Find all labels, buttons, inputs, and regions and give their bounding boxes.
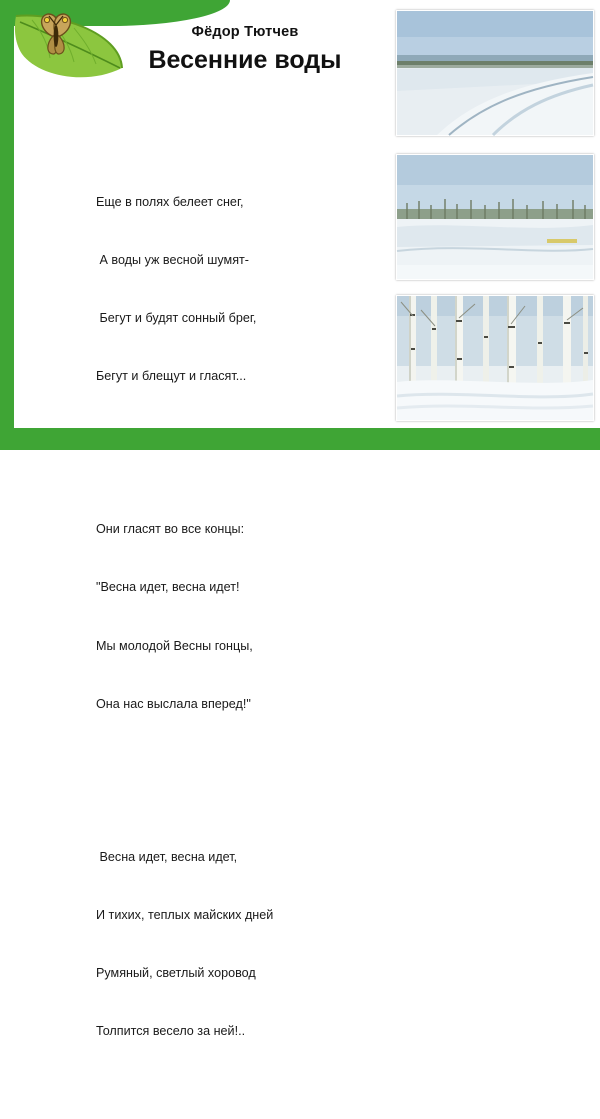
poem-stanza-1	[96, 154, 392, 426]
poem-line: Она нас выслала вперед!"	[96, 696, 251, 711]
poem-line: Толпится весело за ней!..	[96, 1024, 246, 1039]
frame-right-strip	[594, 0, 600, 428]
photo-birch-grove-snow	[396, 295, 594, 421]
author-name: Фёдор Тютчев	[191, 24, 299, 40]
poem-line: Бегут и блещут и гласят...	[96, 369, 247, 384]
poem-body	[96, 115, 392, 1119]
photo-frozen-river	[396, 10, 594, 136]
poem-line: Бегут и будят сонный брег,	[96, 311, 257, 326]
poem-stanza-3	[96, 809, 392, 1081]
poem-line: "Весна идет, весна идет!	[96, 580, 240, 595]
header	[100, 24, 390, 75]
poem-line: И тихих, теплых майских дней	[96, 907, 274, 922]
poem-line: Румяный, светлый хоровод	[96, 966, 256, 981]
poem-line: Еще в полях белеет снег,	[96, 194, 244, 209]
poem-line: Весна идет, весна идет,	[96, 849, 238, 864]
poem-line: Мы молодой Весны гонцы,	[96, 638, 253, 653]
poem-line: Они гласят во все концы:	[96, 522, 245, 537]
page-title: Весенние воды	[148, 46, 342, 74]
photo-snowy-field-trees	[396, 154, 594, 280]
poem-line: А воды уж весной шумят-	[96, 252, 249, 267]
poem-stanza-2	[96, 481, 392, 753]
